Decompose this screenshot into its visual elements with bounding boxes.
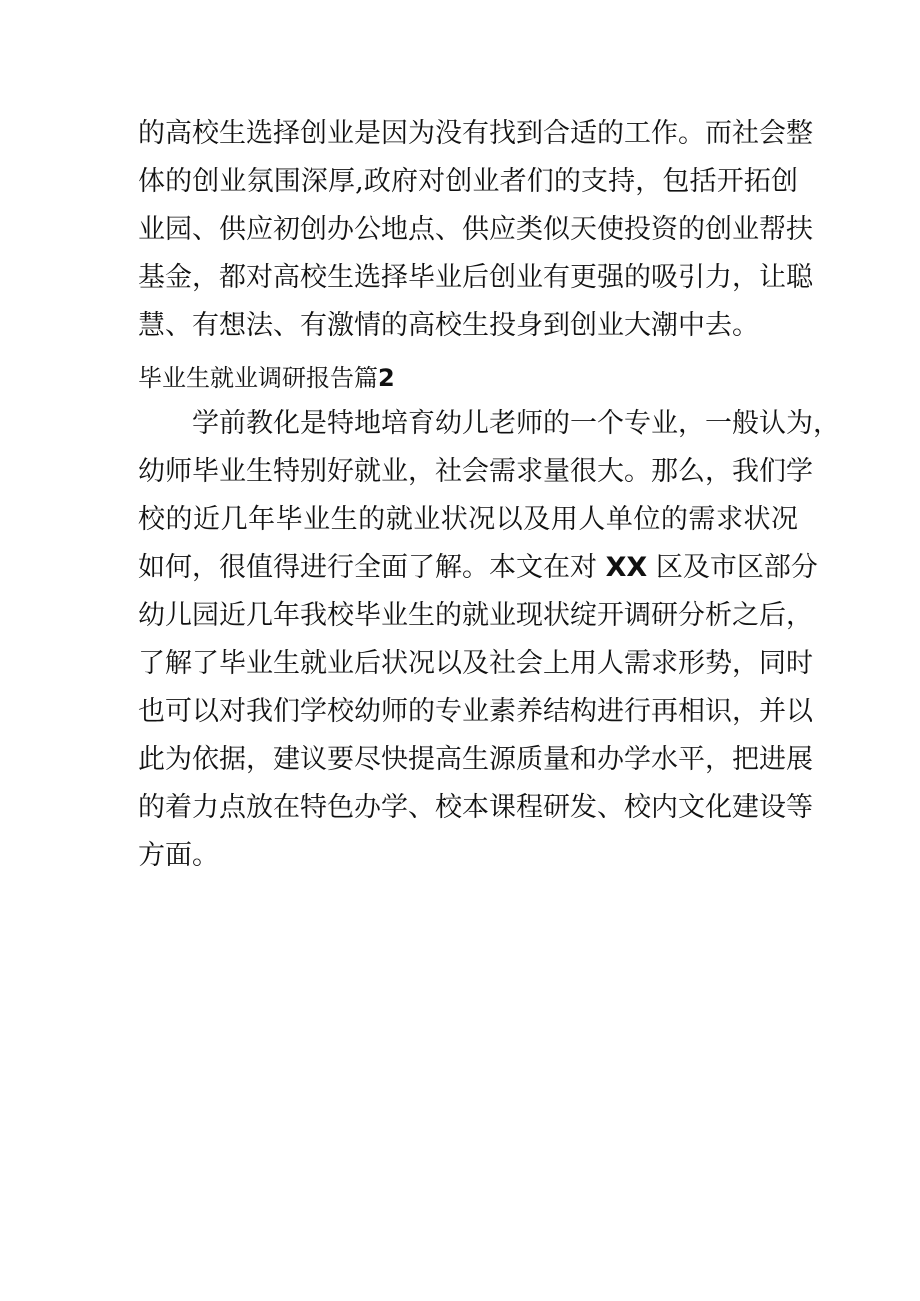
- paragraph-1: [138, 110, 813, 350]
- paragraph-2-line: 也可以对我们学校幼师的专业素养结构进行再相识，并以: [138, 696, 813, 727]
- paragraph-1-line: 的高校生选择创业是因为没有找到合适的工作。而社会整: [138, 118, 813, 149]
- paragraph-2-segment: 区及市区部分: [655, 552, 818, 583]
- paragraph-2-line: 幼儿园近几年我校毕业生的就业现状绽开调研分析之后，: [138, 600, 813, 631]
- paragraph-2-line: 幼师毕业生特别好就业，社会需求量很大。那么，我们学: [138, 456, 813, 487]
- section-heading-text: 毕业生就业调研报告篇: [138, 364, 378, 392]
- paragraph-2-line: 方面。: [138, 840, 219, 871]
- section-heading: [138, 356, 798, 400]
- paragraph-1-line: 体的创业氛围深厚,政府对创业者们的支持，包括开拓创: [138, 166, 798, 197]
- paragraph-2-line: 了解了毕业生就业后状况以及社会上用人需求形势，同时: [138, 648, 813, 679]
- paragraph-2-line: 学前教化是特地培育幼儿老师的一个专业，一般认为，: [192, 408, 840, 439]
- paragraph-2: [138, 400, 840, 880]
- paragraph-2-segment: 如何，很值得进行全面了解。本文在对: [138, 552, 597, 583]
- paragraph-2-line: 校的近几年毕业生的就业状况以及用人单位的需求状况: [138, 504, 798, 535]
- paragraph-2-line: 的着力点放在特色办学、校本课程研发、校内文化建设等: [138, 792, 813, 823]
- paragraph-1-line: 慧、有想法、有激情的高校生投身到创业大潮中去。: [138, 310, 759, 341]
- placeholder-xx: XX: [605, 552, 648, 583]
- paragraph-1-line: 基金，都对高校生选择毕业后创业有更强的吸引力，让聪: [138, 262, 813, 293]
- paragraph-2-line: 此为依据，建议要尽快提高生源质量和办学水平，把进展: [138, 744, 813, 775]
- paragraph-2-line-mixed: [138, 544, 818, 592]
- paragraph-1-line: 业园、供应初创办公地点、供应类似天使投资的创业帮扶: [138, 214, 813, 245]
- section-heading-number: 2: [378, 364, 395, 392]
